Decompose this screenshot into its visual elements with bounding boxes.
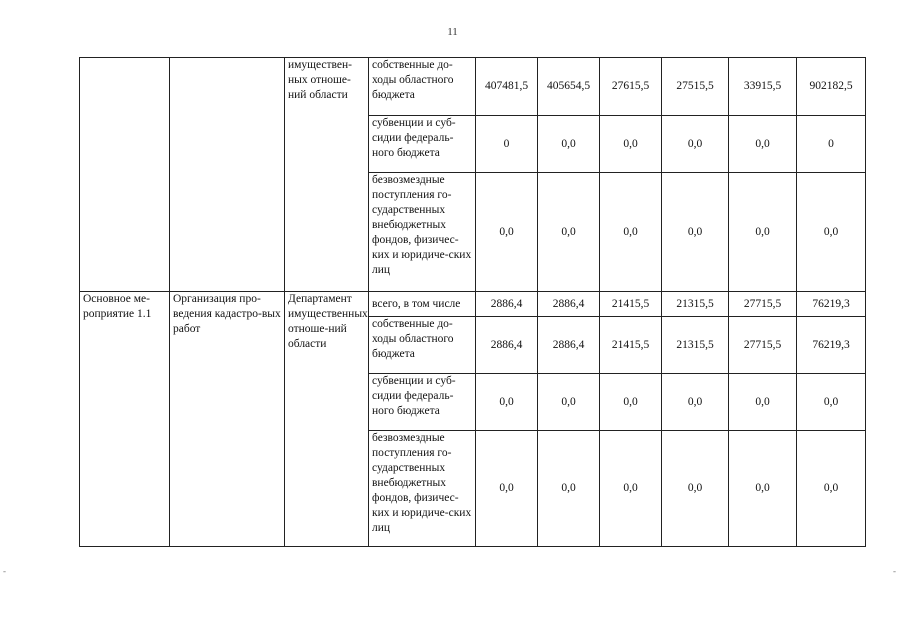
- value-cell: 0,0: [662, 173, 729, 292]
- executor-cell: Департамент имущественных отноше-ний области: [285, 292, 369, 547]
- value-cell: 27715,5: [729, 292, 797, 317]
- value-cell: 407481,5: [476, 58, 538, 116]
- value-cell: 0,0: [476, 374, 538, 431]
- value-total-cell: 0,0: [797, 374, 866, 431]
- value-total-cell: 76219,3: [797, 292, 866, 317]
- measure-name-cell: Организация про-ведения кадастро-вых работ: [170, 292, 285, 547]
- funding-source-cell: безвозмездные поступления го-сударственных внебюджетных фондов, физичес-ких и юридиче-ских лиц: [369, 431, 476, 547]
- page-number: 11: [447, 26, 458, 38]
- value-cell: 27615,5: [600, 58, 662, 116]
- value-cell: 2886,4: [476, 317, 538, 374]
- funding-source-cell: безвозмездные поступления го-сударственных внебюджетных фондов, физичес-ких и юридиче-ских лиц: [369, 173, 476, 292]
- value-cell: 2886,4: [538, 292, 600, 317]
- value-total-cell: 902182,5: [797, 58, 866, 116]
- funding-source-cell: собственные до-ходы областного бюджета: [369, 58, 476, 116]
- scan-dash-mark: -: [893, 566, 896, 576]
- event-cell: [80, 58, 170, 292]
- value-cell: 0,0: [662, 374, 729, 431]
- value-cell: 21315,5: [662, 317, 729, 374]
- value-cell: 0,0: [729, 116, 797, 173]
- event-cell: Основное ме-роприятие 1.1: [80, 292, 170, 547]
- table-row: [80, 292, 866, 317]
- value-cell: 0,0: [729, 431, 797, 547]
- value-total-cell: 0: [797, 116, 866, 173]
- funding-source-cell: субвенции и суб-сидии федераль-ного бюджета: [369, 116, 476, 173]
- table-row: [80, 58, 866, 116]
- value-cell: 21315,5: [662, 292, 729, 317]
- value-cell: 21415,5: [600, 292, 662, 317]
- value-cell: 21415,5: [600, 317, 662, 374]
- value-cell: 0,0: [662, 116, 729, 173]
- value-cell: 0,0: [538, 431, 600, 547]
- budget-table: [79, 57, 866, 547]
- value-cell: 0,0: [538, 116, 600, 173]
- value-cell: 0,0: [538, 374, 600, 431]
- value-cell: 27715,5: [729, 317, 797, 374]
- value-cell: 0,0: [476, 173, 538, 292]
- value-cell: 0,0: [600, 116, 662, 173]
- executor-cell: имуществен-ных отноше-ний области: [285, 58, 369, 292]
- value-total-cell: 76219,3: [797, 317, 866, 374]
- value-cell: 27515,5: [662, 58, 729, 116]
- funding-source-cell: всего, в том числе: [369, 292, 476, 317]
- value-cell: 0: [476, 116, 538, 173]
- funding-source-cell: субвенции и суб-сидии федераль-ного бюджета: [369, 374, 476, 431]
- value-cell: 33915,5: [729, 58, 797, 116]
- value-total-cell: 0,0: [797, 173, 866, 292]
- value-cell: 0,0: [600, 431, 662, 547]
- scan-dash-mark: -: [3, 566, 6, 576]
- value-cell: 0,0: [662, 431, 729, 547]
- value-total-cell: 0,0: [797, 431, 866, 547]
- value-cell: 2886,4: [476, 292, 538, 317]
- measure-name-cell: [170, 58, 285, 292]
- value-cell: 0,0: [729, 173, 797, 292]
- value-cell: 0,0: [600, 173, 662, 292]
- value-cell: 0,0: [476, 431, 538, 547]
- value-cell: 2886,4: [538, 317, 600, 374]
- value-cell: 0,0: [729, 374, 797, 431]
- value-cell: 0,0: [538, 173, 600, 292]
- value-cell: 405654,5: [538, 58, 600, 116]
- funding-source-cell: собственные до-ходы областного бюджета: [369, 317, 476, 374]
- value-cell: 0,0: [600, 374, 662, 431]
